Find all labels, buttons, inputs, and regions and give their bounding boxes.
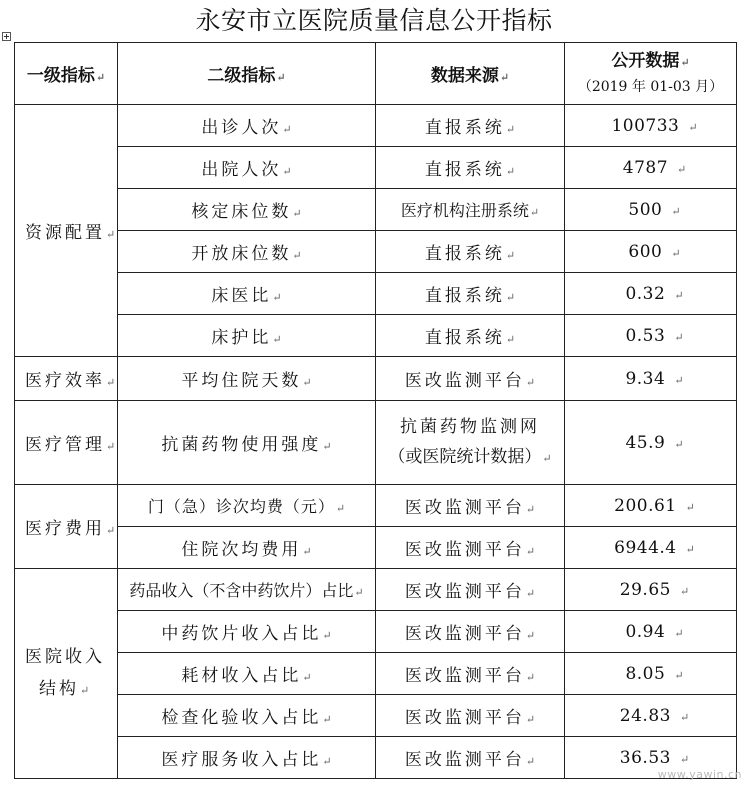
- value-cell: 6944.4 ↵: [565, 527, 737, 569]
- indicator-cell: 药品收入（不含中药饮片）占比↵: [118, 569, 376, 611]
- value-cell: 45.9 ↵: [565, 401, 737, 485]
- value-cell: 0.53 ↵: [565, 315, 737, 357]
- indicator-cell: 床医比↵: [118, 273, 376, 315]
- source-line: （或医院统计数据）↵: [388, 446, 552, 467]
- source-cell: 直报系统↵: [376, 315, 565, 357]
- value-cell: 29.65 ↵: [565, 569, 737, 611]
- table-move-handle-icon[interactable]: [2, 32, 11, 41]
- table-row: [15, 695, 737, 737]
- value-cell: 24.83 ↵: [565, 695, 737, 737]
- indicator-cell: 核定床位数↵: [118, 189, 376, 231]
- value-cell: 4787 ↵: [565, 147, 737, 189]
- indicator-cell: 中药饮片收入占比↵: [118, 611, 376, 653]
- value-cell: 500 ↵: [565, 189, 737, 231]
- table-row: [15, 569, 737, 611]
- value-cell: 0.32 ↵: [565, 273, 737, 315]
- category-cell-income: [15, 569, 118, 779]
- value-cell: 100733 ↵: [565, 105, 737, 147]
- table-row: [15, 653, 737, 695]
- table-row: [15, 273, 737, 315]
- value-cell: 200.61 ↵: [565, 485, 737, 527]
- indicator-cell: 耗材收入占比↵: [118, 653, 376, 695]
- category-cell-management: 医疗管理↵: [15, 401, 118, 485]
- source-cell: 医改监测平台↵: [376, 695, 565, 737]
- table-row: [15, 737, 737, 779]
- value-cell: 600 ↵: [565, 231, 737, 273]
- indicator-cell: 住院次均费用↵: [118, 527, 376, 569]
- source-cell: 医改监测平台↵: [376, 611, 565, 653]
- source-cell: [376, 401, 565, 485]
- table-row: [15, 105, 737, 147]
- header-level1: 一级指标↵: [15, 43, 118, 105]
- table-row: [15, 231, 737, 273]
- value-cell: 8.05 ↵: [565, 653, 737, 695]
- category-cell-efficiency: 医疗效率↵: [15, 357, 118, 401]
- category-cell-cost: 医疗费用↵: [15, 485, 118, 569]
- indicator-cell: 平均住院天数↵: [118, 357, 376, 401]
- source-cell: 直报系统↵: [376, 105, 565, 147]
- table-row: [15, 147, 737, 189]
- table-row: [15, 189, 737, 231]
- table-header-row: [15, 43, 737, 105]
- source-cell: 医改监测平台↵: [376, 527, 565, 569]
- header-level2: 二级指标↵: [118, 43, 376, 105]
- value-cell: 9.34 ↵: [565, 357, 737, 401]
- source-cell: 直报系统↵: [376, 231, 565, 273]
- category-line: 结构↵: [39, 678, 90, 699]
- indicator-cell: 抗菌药物使用强度↵: [118, 401, 376, 485]
- source-cell: 医改监测平台↵: [376, 653, 565, 695]
- category-line: 医院收入: [25, 646, 105, 667]
- header-value-period: （2019 年 01-03 月）: [577, 78, 724, 95]
- page-title: 永安市立医院质量信息公开指标: [195, 6, 553, 35]
- header-source: 数据来源↵: [376, 43, 565, 105]
- table-row: [15, 357, 737, 401]
- table-row: [15, 315, 737, 357]
- source-cell: 医疗机构注册系统↵: [376, 189, 565, 231]
- source-line: 抗菌药物监测网: [400, 416, 540, 437]
- table-row: [15, 611, 737, 653]
- source-cell: 直报系统↵: [376, 273, 565, 315]
- table-row: [15, 401, 737, 485]
- source-cell: 医改监测平台↵: [376, 737, 565, 779]
- indicator-cell: 床护比↵: [118, 315, 376, 357]
- table-row: [15, 485, 737, 527]
- header-value: 公开数据↵ （2019 年 01-03 月）: [565, 43, 737, 105]
- indicator-cell: 出院人次↵: [118, 147, 376, 189]
- indicator-cell: 检查化验收入占比↵: [118, 695, 376, 737]
- indicator-cell: 医疗服务收入占比↵: [118, 737, 376, 779]
- value-cell: 36.53 ↵: [565, 737, 737, 779]
- watermark: www.yawin.cn: [657, 768, 742, 781]
- source-cell: 医改监测平台↵: [376, 357, 565, 401]
- indicator-cell: 开放床位数↵: [118, 231, 376, 273]
- indicator-cell: 门（急）诊次均费（元）↵: [118, 485, 376, 527]
- value-cell: 0.94 ↵: [565, 611, 737, 653]
- source-cell: 医改监测平台↵: [376, 485, 565, 527]
- indicator-cell: 出诊人次↵: [118, 105, 376, 147]
- source-cell: 直报系统↵: [376, 147, 565, 189]
- category-cell-resource: 资源配置↵: [15, 105, 118, 357]
- table-row: [15, 527, 737, 569]
- source-cell: 医改监测平台↵: [376, 569, 565, 611]
- indicator-table: [14, 42, 737, 779]
